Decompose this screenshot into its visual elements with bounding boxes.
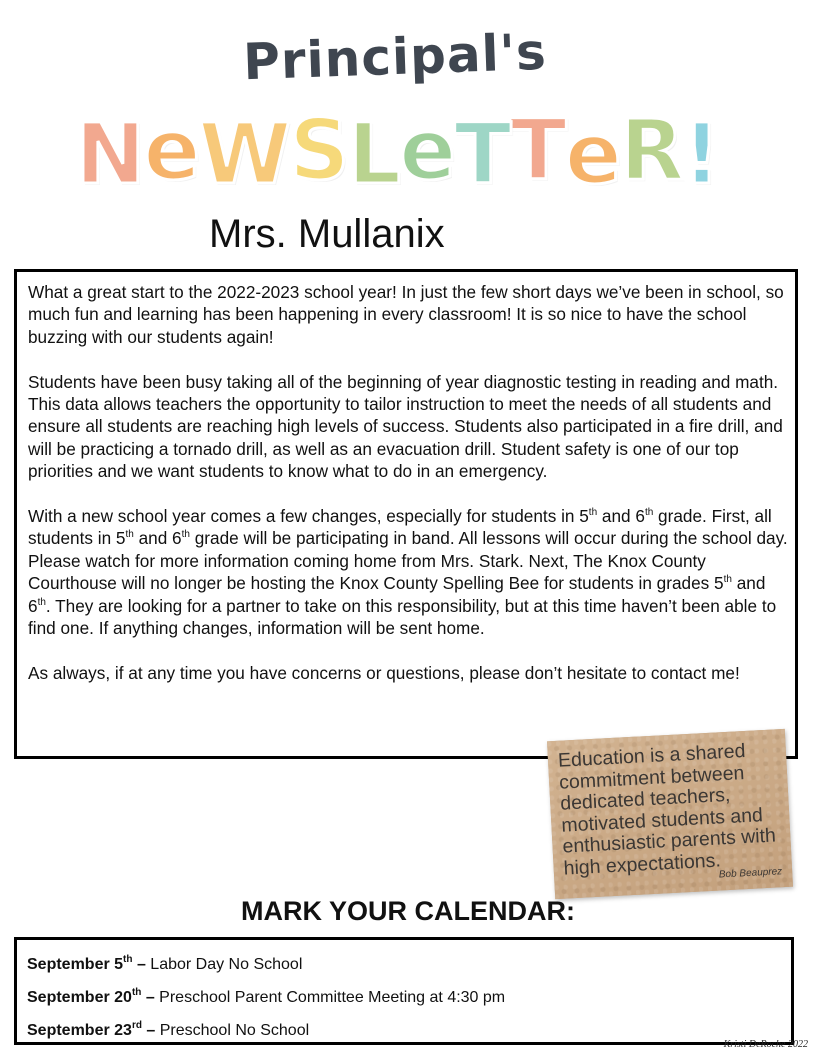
title-letter: L [347,105,402,203]
quote-author: Bob Beauprez [718,866,783,881]
title-letter: T [509,101,567,199]
title-letter: R [619,101,685,199]
quote-card [547,729,793,899]
letter-box [14,269,798,759]
credit-signature: Kristi DeRoche 2022 [723,1039,808,1050]
quote-text: Education is a shared commitment between dedicated teachers, motivated students and enthusiastic parents with high expectations. [557,739,777,880]
title-letter: e [143,101,201,199]
calendar-item: September 5th – Labor Day No School [27,954,303,973]
calendar-item: September 20th – Preschool Parent Committee Meeting at 4:30 pm [27,987,506,1006]
teacher-name: Mrs. Mullanix [209,212,445,256]
title-letter: e [399,101,457,199]
superscript-th: th [588,507,598,519]
letter-paragraph-4: As always, if at any time you have concerns or questions, please don’t hesitate to contact me! [28,662,740,683]
calendar-box [14,937,794,1045]
superscript-th: th [37,596,46,608]
title-letter: S [289,101,350,199]
letter-paragraph-1: What a great start to the 2022-2023 school year! In just the few short days we’ve been in school, so much fun and learning has been happening in every classroom! It is so nice to have the school buzzing with our students again! [28,282,784,347]
title-letter: ! [682,105,721,203]
letter-text [28,281,788,684]
superscript-th: th [723,574,732,586]
letter-paragraph-3: With a new school year comes a few changes, especially for students in 5th and 6th grade. First, all students in 5th and 6th grade will be participating in band. All lessons will occur during the school day. Please watch for more information coming home from Mrs. Stark. Next, The Knox County Courthouse will no longer be hosting the Knox County Spelling Bee for students in grades 5th and 6th. They are looking for a partner to take on this responsibility, but at this time haven’t been able to find one. If anything changes, information will be sent home. [28,506,788,639]
title-letter: e [564,105,622,203]
title-letter: N [75,105,146,203]
superscript-th: th [644,507,654,519]
title-letter: T [454,105,512,203]
title-letter: W [198,105,292,203]
superscript-th: th [181,529,190,541]
calendar-heading: MARK YOUR CALENDAR: [241,896,575,926]
calendar-item: September 23rd – Preschool No School [27,1020,310,1039]
newsletter-title-principals: Principal's [242,22,548,92]
letter-paragraph-2: Students have been busy taking all of the beginning of year diagnostic testing in reading and math. This data allows teachers the opportunity to tailor instruction to meet the needs of all students and ensure all students are reaching high levels of success. Students also participated in a fire drill, and will be practicing a tornado drill, as well as an evacuation drill. Student safety is one of our top priorities and we want students to know what to do in an emergency. [28,371,783,482]
newsletter-title-big [75,92,721,203]
superscript-th: th [125,529,134,541]
